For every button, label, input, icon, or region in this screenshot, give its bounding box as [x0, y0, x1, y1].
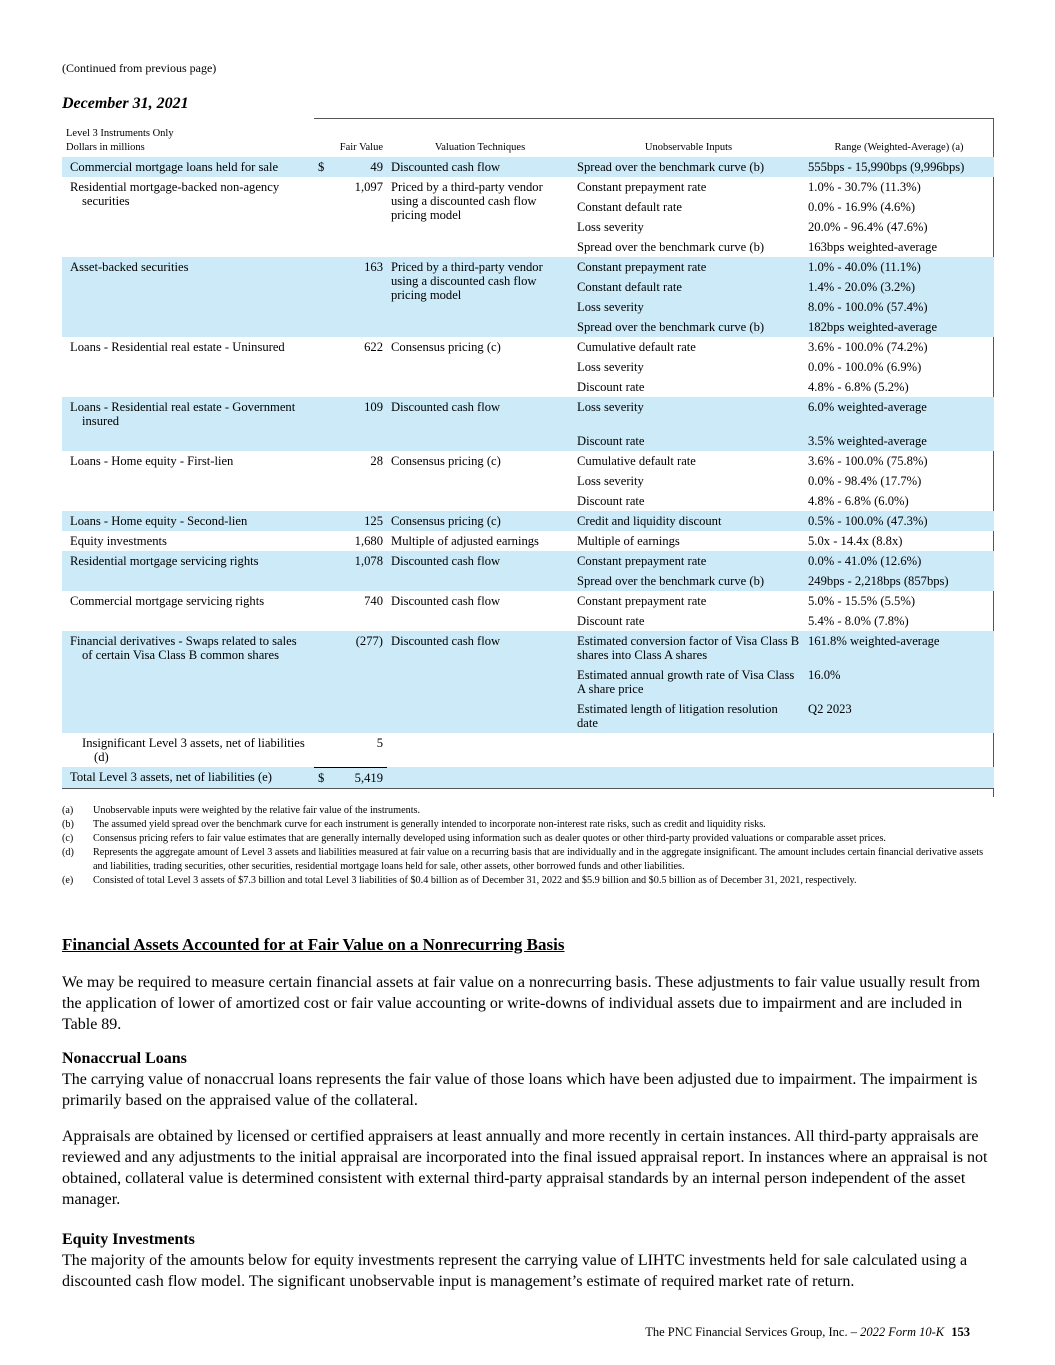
- unobservable-input-cell: Cumulative default rate: [577, 454, 696, 468]
- instrument-label: Loans - Home equity - First-lien: [70, 454, 234, 468]
- unobservable-input-cell: Loss severity: [577, 360, 644, 374]
- instrument-cell: [62, 257, 314, 337]
- range-cell: 182bps weighted-average: [804, 317, 994, 337]
- table-header-row: [62, 127, 994, 157]
- instrument-label: Commercial mortgage servicing rights: [70, 594, 265, 608]
- continued-note: (Continued from previous page): [62, 61, 217, 75]
- range-cell: 3.5% weighted-average: [804, 417, 994, 451]
- range-cell: 5.4% - 8.0% (7.8%): [808, 614, 909, 628]
- footer-company: The PNC Financial Services Group, Inc. –: [645, 1325, 857, 1339]
- unobservable-input-cell: Loss severity: [573, 397, 804, 417]
- table-row: [62, 157, 994, 177]
- table-top-rule: [314, 118, 994, 119]
- instrument-cell: [62, 511, 314, 531]
- valuation-technique-cell: Priced by a third-party vendor using a discounted cash flow pricing model: [391, 180, 543, 222]
- footnote-text: Represents the aggregate amount of Level 3 assets and liabilities measured at fair value on a recurring basis that are individually and in the aggregate insignificant. The amount includes certain financial derivative assets and liabilities, trading securities, other securities, residential mortgage loans held for sale, other assets, other borrowed funds and other liabilities.: [93, 847, 984, 872]
- instrument-cell: [62, 631, 314, 733]
- fair-value: 622: [364, 340, 383, 354]
- unobservable-input-cell: Spread over the benchmark curve (b): [573, 571, 804, 591]
- footnote-text: Consensus pricing refers to fair value estimates that are generally internally developed using information such as dealer quotes or other third-party provided valuations or comparable asset prices.: [93, 833, 886, 844]
- instrument-cell: [62, 451, 314, 511]
- fair-value: 740: [364, 594, 383, 608]
- unobservable-input-cell: Discount rate: [577, 494, 645, 508]
- instrument-label: Commercial mortgage loans held for sale: [70, 160, 279, 174]
- table-body: [62, 157, 994, 788]
- fair-value-cell: [314, 337, 387, 397]
- date-heading: December 31, 2021: [62, 95, 189, 112]
- footnote-mark: (c): [62, 833, 74, 844]
- fair-value: 5: [376, 736, 383, 750]
- range-cell: 5.0x - 14.4x (8.8x): [808, 534, 903, 548]
- unobservable-input-cell: Constant prepayment rate: [573, 551, 804, 571]
- instrument-cell: [62, 531, 314, 551]
- fair-value: 1,680: [354, 534, 383, 548]
- equity-block: [62, 1229, 997, 1292]
- range-cell: 4.8% - 6.8% (6.0%): [808, 494, 909, 508]
- range-cell: 0.0% - 16.9% (4.6%): [808, 200, 916, 214]
- unobservable-input-cell: Multiple of earnings: [577, 534, 680, 548]
- range-cell: 0.0% - 41.0% (12.6%): [804, 551, 994, 571]
- footnotes: [62, 804, 992, 888]
- valuation-technique-cell: Discounted cash flow: [387, 157, 573, 177]
- range-cell: 555bps - 15,990bps (9,996bps): [804, 157, 994, 177]
- fair-value: 5,419: [354, 770, 383, 785]
- footnote: [62, 818, 992, 832]
- nonaccrual-para1: The carrying value of nonaccrual loans represents the fair value of those loans which have been adjusted due to impairment. The impairment is primarily based on the appraised value of the collateral.: [62, 1071, 978, 1109]
- range-cell: 1.0% - 40.0% (11.1%): [804, 257, 994, 277]
- table-row: [62, 591, 994, 611]
- range-cell: 1.0% - 30.7% (11.3%): [808, 180, 921, 194]
- fair-value: (277): [355, 634, 383, 648]
- instrument-cell: [62, 551, 314, 591]
- page-number: 153: [951, 1325, 970, 1339]
- header-range: Range (Weighted-Average) (a): [834, 142, 964, 153]
- range-cell: 8.0% - 100.0% (57.4%): [804, 297, 994, 317]
- fair-value-cell: [314, 551, 387, 591]
- range-cell: 0.5% - 100.0% (47.3%): [804, 511, 994, 531]
- unobservable-input-cell: Spread over the benchmark curve (b): [577, 240, 765, 254]
- fair-value: 125: [364, 514, 383, 528]
- table-row: [62, 451, 994, 471]
- level3-table: [62, 127, 994, 789]
- unobservable-input-cell: Spread over the benchmark curve (b): [573, 317, 804, 337]
- fair-value-cell: [314, 631, 387, 733]
- footnote-mark: (b): [62, 819, 74, 830]
- footnote-text: Consisted of total Level 3 assets of $7.3 billion and total Level 3 liabilities of $0.4 billion as of December 31, 2022 and $5.9 billion and $0.5 billion as of December 31, 2021, respectively.: [93, 875, 857, 886]
- valuation-technique-cell: Consensus pricing (c): [391, 454, 501, 468]
- unobservable-input-cell: Constant prepayment rate: [577, 594, 707, 608]
- footer-form: 2022 Form 10-K: [860, 1325, 945, 1339]
- unobservable-input-cell: Credit and liquidity discount: [573, 511, 804, 531]
- unobservable-input-cell: Discount rate: [573, 417, 804, 451]
- fair-value-cell: [314, 451, 387, 511]
- instrument-cell: [62, 177, 314, 257]
- valuation-technique-cell: [387, 733, 573, 767]
- footnote: [62, 832, 992, 846]
- unobservable-input-cell: Estimated conversion factor of Visa Class B shares into Class A shares: [573, 631, 804, 665]
- section-heading: Financial Assets Accounted for at Fair Value on a Nonrecurring Basis: [62, 935, 565, 954]
- instrument-cell: [62, 337, 314, 397]
- footnote: [62, 874, 992, 888]
- fair-value: 1,078: [354, 554, 383, 568]
- unobservable-input-cell: Estimated length of litigation resolution date: [573, 699, 804, 733]
- unobservable-input-cell: Spread over the benchmark curve (b): [573, 157, 804, 177]
- footnote: [62, 846, 992, 874]
- fair-value-cell: [314, 157, 387, 177]
- unobservable-input-cell: Loss severity: [577, 220, 644, 234]
- range-cell: 3.6% - 100.0% (75.8%): [808, 454, 928, 468]
- unobservable-input-cell: [573, 767, 804, 788]
- table-row: [62, 531, 994, 551]
- instrument-label: Financial derivatives - Swaps related to sales of certain Visa Class B common shares: [70, 634, 297, 662]
- fair-value-cell: [314, 511, 387, 531]
- nonaccrual-para2: Appraisals are obtained by licensed or certified appraisers at least annually and more recently in certain instances. All third-party appraisals are reviewed and any adjustments to the initial appraisal are incorporated into the final issued appraisal report. In instances where an appraisal is not obtained, collateral value is determined consistent with external third-party appraisal standards by an internal person independent of the asset manager.: [62, 1128, 988, 1208]
- header-instrument: [62, 127, 314, 157]
- unobservable-input-cell: Constant prepayment rate: [573, 257, 804, 277]
- range-cell: 163bps weighted-average: [808, 240, 938, 254]
- instrument-cell: [62, 591, 314, 631]
- valuation-technique-cell: Multiple of adjusted earnings: [391, 534, 539, 548]
- range-cell: 16.0%: [804, 665, 994, 699]
- fair-value: 49: [370, 160, 383, 174]
- table-row: [62, 767, 994, 788]
- unobservable-input-cell: Estimated annual growth rate of Visa Class A share price: [573, 665, 804, 699]
- valuation-technique-cell: Priced by a third-party vendor using a discounted cash flow pricing model: [387, 257, 573, 337]
- instrument-label: Residential mortgage servicing rights: [70, 554, 259, 568]
- header-fair-value: Fair Value: [339, 142, 383, 153]
- range-cell: [804, 767, 994, 788]
- table-row: [62, 257, 994, 277]
- equity-heading: Equity Investments: [62, 1231, 195, 1248]
- unobservable-input-cell: Constant default rate: [577, 200, 682, 214]
- header-inputs: Unobservable Inputs: [644, 142, 733, 153]
- valuation-technique-cell: Discounted cash flow: [387, 631, 573, 733]
- range-cell: 5.0% - 15.5% (5.5%): [808, 594, 916, 608]
- footnote-mark: (e): [62, 875, 74, 886]
- range-cell: 0.0% - 98.4% (17.7%): [808, 474, 922, 488]
- range-cell: 0.0% - 100.0% (6.9%): [808, 360, 922, 374]
- header-valuation: Valuation Techniques: [434, 142, 526, 153]
- fair-value-cell: [314, 767, 387, 788]
- valuation-technique-cell: [387, 767, 573, 788]
- equity-para: The majority of the amounts below for equity investments represent the carrying value of LIHTC investments held for sale calculated using a discounted cash flow model. The significant unobservable input is management’s estimate of required market rate of return.: [62, 1252, 968, 1290]
- table-row: [62, 551, 994, 571]
- instrument-label: Loans - Residential real estate - Government insured: [70, 400, 296, 428]
- fair-value-cell: [314, 397, 387, 451]
- instrument-label: Loans - Residential real estate - Uninsured: [70, 340, 285, 354]
- page-footer: [645, 1325, 970, 1340]
- unobservable-input-cell: Discount rate: [577, 614, 645, 628]
- instrument-cell: [62, 733, 314, 767]
- valuation-technique-cell: Consensus pricing (c): [387, 511, 573, 531]
- nonaccrual-heading: Nonaccrual Loans: [62, 1050, 187, 1067]
- instrument-cell: [62, 157, 314, 177]
- table-row: [62, 511, 994, 531]
- range-cell: 3.6% - 100.0% (74.2%): [808, 340, 928, 354]
- range-cell: 1.4% - 20.0% (3.2%): [804, 277, 994, 297]
- instrument-cell: [62, 767, 314, 788]
- valuation-technique-cell: Consensus pricing (c): [391, 340, 501, 354]
- unobservable-input-cell: Cumulative default rate: [577, 340, 696, 354]
- instrument-cell: [62, 397, 314, 451]
- header-instrument-line1: Level 3 Instruments Only: [66, 128, 174, 139]
- table-row: [62, 177, 994, 197]
- range-cell: [804, 733, 994, 767]
- range-cell: 161.8% weighted-average: [804, 631, 994, 665]
- valuation-technique-cell: Discounted cash flow: [387, 397, 573, 451]
- instrument-label: Asset-backed securities: [70, 260, 189, 274]
- table-row: [62, 337, 994, 357]
- valuation-technique-cell: Discounted cash flow: [387, 551, 573, 591]
- unobservable-input-cell: Loss severity: [573, 297, 804, 317]
- table-row: [62, 733, 994, 767]
- range-cell: 20.0% - 96.4% (47.6%): [808, 220, 928, 234]
- unobservable-input-cell: Constant default rate: [573, 277, 804, 297]
- fair-value: 109: [364, 400, 383, 414]
- fair-value: 28: [370, 454, 383, 468]
- intro-paragraph: We may be required to measure certain financial assets at fair value on a nonrecurring basis. These adjustments to fair value usually result from the application of lower of amortized cost or fair value accounting or write-downs of individual assets due to impairment and are included in Table 89.: [62, 974, 981, 1033]
- fair-value-cell: [314, 257, 387, 337]
- fair-value-cell: [314, 531, 387, 551]
- fair-value-cell: [314, 591, 387, 631]
- fair-value-cell: [314, 177, 387, 257]
- dollar-sign: $: [318, 770, 325, 785]
- instrument-label: Total Level 3 assets, net of liabilities (e): [70, 770, 272, 784]
- fair-value: 1,097: [354, 180, 383, 194]
- table-row: [62, 397, 994, 417]
- instrument-label: Loans - Home equity - Second-lien: [70, 514, 248, 528]
- fair-value: 163: [364, 260, 383, 274]
- header-instrument-line2: Dollars in millions: [66, 142, 145, 153]
- dollar-sign: $: [318, 160, 325, 174]
- footnote-mark: (d): [62, 847, 74, 858]
- instrument-label: Equity investments: [70, 534, 167, 548]
- unobservable-input-cell: Loss severity: [577, 474, 644, 488]
- fair-value-cell: [314, 733, 387, 767]
- footnote-text: Unobservable inputs were weighted by the relative fair value of the instruments.: [93, 805, 421, 816]
- footnote-text: The assumed yield spread over the benchmark curve for each instrument is generally intended to incorporate non-interest rate risks, such as credit and liquidity risks.: [93, 819, 766, 830]
- range-cell: 249bps - 2,218bps (857bps): [804, 571, 994, 591]
- table-row: [62, 631, 994, 665]
- nonaccrual-block: [62, 1048, 997, 1111]
- unobservable-input-cell: [573, 733, 804, 767]
- range-cell: 6.0% weighted-average: [804, 397, 994, 417]
- unobservable-input-cell: Constant prepayment rate: [577, 180, 707, 194]
- valuation-technique-cell: Discounted cash flow: [391, 594, 501, 608]
- footnote: [62, 804, 992, 818]
- instrument-label: Residential mortgage-backed non-agency securities: [70, 180, 280, 208]
- range-cell: Q2 2023: [804, 699, 994, 733]
- instrument-label: Insignificant Level 3 assets, net of liabilities (d): [82, 736, 305, 764]
- unobservable-input-cell: Discount rate: [577, 380, 645, 394]
- range-cell: 4.8% - 6.8% (5.2%): [808, 380, 909, 394]
- footnote-mark: (a): [62, 805, 74, 816]
